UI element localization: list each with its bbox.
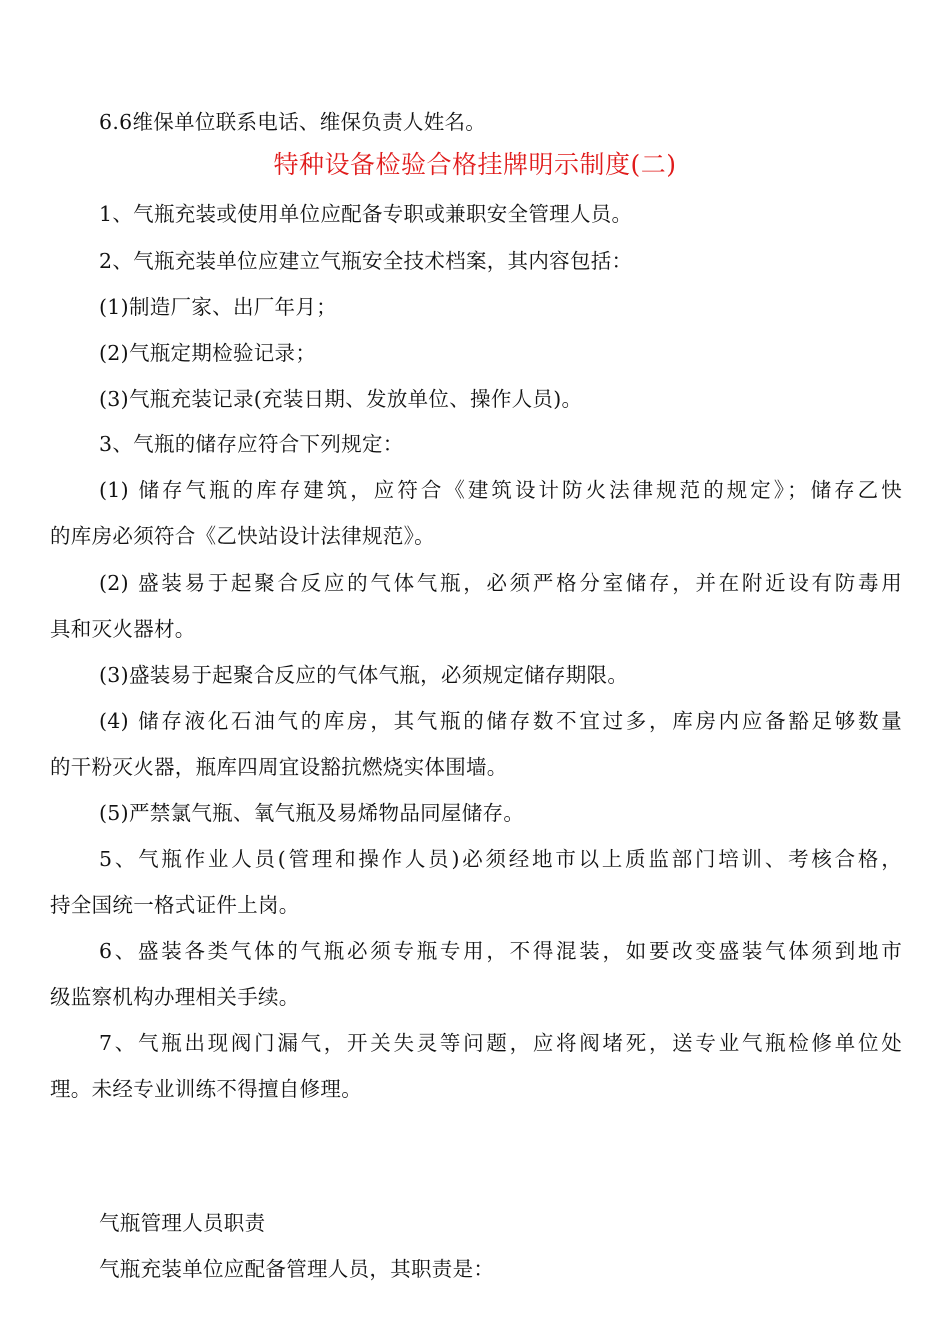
paragraph-2: 2、气瓶充装单位应建立气瓶安全技术档案，其内容包括： bbox=[99, 249, 633, 273]
paragraph-3-item-2-line-2: 具和灭火器材。 bbox=[50, 617, 196, 641]
paragraph-3-item-2-line-1: (2) 盛装易于起聚合反应的气体气瓶，必须严格分室储存，并在附近设有防毒用 bbox=[99, 571, 902, 595]
paragraph-3-item-4-line-1: (4) 储存液化石油气的库房，其气瓶的储存数不宜过多，库房内应备豁足够数量 bbox=[99, 709, 902, 733]
section-2-paragraph-1: 气瓶充装单位应配备管理人员，其职责是： bbox=[99, 1257, 495, 1281]
section-2-heading: 气瓶管理人员职责 bbox=[99, 1211, 266, 1235]
paragraph-7-line-2: 理。未经专业训练不得擅自修理。 bbox=[50, 1077, 362, 1101]
paragraph-2-item-1: (1)制造厂家、出厂年月； bbox=[99, 295, 337, 319]
paragraph-3-item-1-line-2: 的库房必须符合《乙快站设计法律规范》。 bbox=[50, 524, 435, 548]
paragraph-3-item-4-line-2: 的干粉灭火器，瓶库四周宜设豁抗燃烧实体围墙。 bbox=[50, 755, 508, 779]
paragraph-3-item-3: (3)盛装易于起聚合反应的气体气瓶，必须规定储存期限。 bbox=[99, 663, 629, 687]
paragraph-1: 1、气瓶充装或使用单位应配备专职或兼职安全管理人员。 bbox=[99, 202, 633, 226]
document-title: 特种设备检验合格挂牌明示制度(二) bbox=[273, 150, 677, 179]
paragraph-5-line-1: 5、气瓶作业人员(管理和操作人员)必须经地市以上质监部门培训、考核合格， bbox=[99, 847, 902, 871]
paragraph-3: 3、气瓶的储存应符合下列规定： bbox=[99, 432, 404, 456]
paragraph-2-item-3: (3)气瓶充装记录(充装日期、发放单位、操作人员)。 bbox=[99, 387, 583, 411]
paragraph-3-item-1-line-1: (1) 储存气瓶的库存建筑，应符合《建筑设计防火法律规范的规定》；储存乙快 bbox=[99, 478, 902, 502]
paragraph-6-line-1: 6、盛装各类气体的气瓶必须专瓶专用，不得混装，如要改变盛装气体须到地市 bbox=[99, 939, 902, 963]
paragraph-2-item-2: (2)气瓶定期检验记录； bbox=[99, 341, 317, 365]
paragraph-5-line-2: 持全国统一格式证件上岗。 bbox=[50, 893, 300, 917]
intro-line: 6.6维保单位联系电话、维保负责人姓名。 bbox=[99, 110, 487, 134]
paragraph-6-line-2: 级监察机构办理相关手续。 bbox=[50, 985, 300, 1009]
paragraph-3-item-5: (5)严禁氯气瓶、氧气瓶及易烯物品同屋储存。 bbox=[99, 801, 525, 825]
paragraph-7-line-1: 7、气瓶出现阀门漏气，开关失灵等问题，应将阀堵死，送专业气瓶检修单位处 bbox=[99, 1031, 902, 1055]
